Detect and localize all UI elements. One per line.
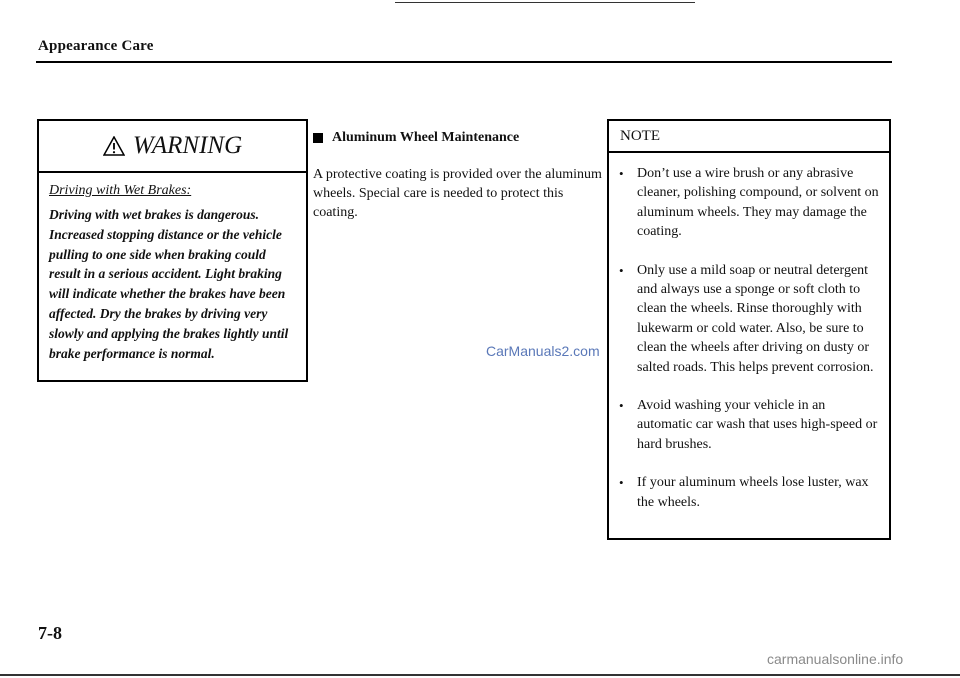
note-box: [607, 119, 891, 540]
note-item: [619, 164, 879, 242]
note-title: NOTE: [609, 121, 889, 153]
header-rule: [36, 61, 892, 63]
note-item-text: Only use a mild soap or neutral detergent and always use a sponge or soft cloth to clean the wheels. Rinse thoroughly with lukewarm or cold water. Also, be sure to clean the wheels after driving on dusty or salted roads. This helps prevent corrosion.: [637, 262, 874, 375]
note-item: [619, 261, 879, 377]
page-number: 7-8: [38, 623, 62, 643]
note-list: [609, 153, 889, 512]
bullet-dot-icon: •: [619, 475, 624, 491]
note-item-text: If your aluminum wheels lose luster, wax the wheels.: [637, 475, 869, 510]
note-item-text: Avoid washing your vehicle in an automatic car wash that uses high-speed or hard brushes.: [637, 398, 878, 452]
warning-text: Driving with wet brakes is dangerous. Increased stopping distance or the vehicle pulling to one side when braking could result in a serious accident. Light braking will indicate whether the brakes have been affected. Dry the brakes by driving very slowly and applying the brakes lightly until brake performance is normal.: [49, 207, 289, 361]
bottom-scan-line: [0, 674, 960, 676]
bullet-dot-icon: •: [619, 166, 624, 181]
section-heading: [313, 130, 519, 146]
warning-title-bar: [39, 121, 306, 173]
warning-triangle-icon: [103, 136, 125, 156]
bullet-dot-icon: •: [619, 398, 624, 414]
warning-subtitle: Driving with Wet Brakes:: [49, 183, 192, 198]
note-item: [619, 473, 879, 512]
section-heading-text: Aluminum Wheel Maintenance: [332, 130, 520, 145]
page-header: Appearance Care: [38, 38, 154, 54]
warning-title: WARNING: [132, 132, 243, 159]
note-item-text: Don’t use a wire brush or any abrasive cleaner, polishing compound, or solvent on aluminum wheels. They may damage the coating.: [637, 166, 879, 240]
watermark: CarManuals2.com: [486, 343, 600, 359]
top-scan-line: [395, 2, 695, 3]
note-item: [619, 396, 879, 454]
bullet-dot-icon: •: [619, 262, 624, 278]
warning-box: [37, 119, 308, 382]
warning-body: [39, 173, 306, 363]
footer-watermark: carmanualsonline.info: [767, 651, 904, 667]
section-body: A protective coating is provided over the aluminum wheels. Special care is needed to protect this coating.: [313, 167, 602, 220]
square-bullet-icon: [313, 133, 323, 143]
